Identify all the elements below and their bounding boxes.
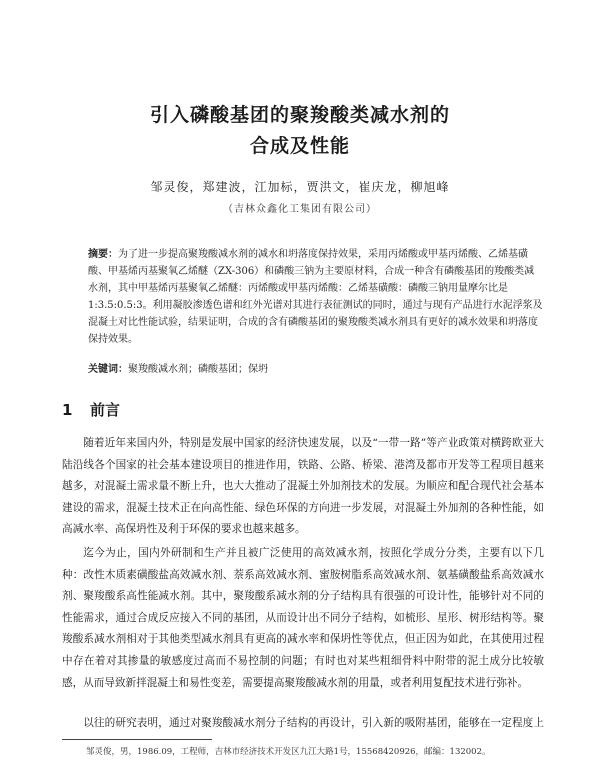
abstract-label: 摘要： bbox=[88, 249, 118, 260]
paper-title-line-1: 引入磷酸基团的聚羧酸类减水剂的 bbox=[149, 104, 450, 126]
abstract-text: 为了进一步提高聚羧酸减水剂的减水和坍落度保持效果，采用丙烯酸或甲基丙烯酸、乙烯基磺酸、甲基烯丙基聚氧乙烯醚（ZX-306）和磷酸三钠为主要原材料，合成一种含有磷酸基团的羧酸类减水剂，其中甲基烯丙基聚氧乙烯醚：丙烯酸或甲基丙烯酸：乙烯基磺酸：磷酸三钠用量摩尔比是1:3.5:0.5:3。利用凝胶渗透色谱和红外光谱对其进行表征测试的同时，通过与现有产品进行水泥浮浆及混凝土对比性能试验，结果证明，合成的含有磷酸基团的聚羧酸类减水剂具有更好的减水效果和坍落度保持效果。 bbox=[88, 249, 543, 345]
section-number: 1 bbox=[62, 401, 73, 419]
keywords-text: 聚羧酸减水剂；磷酸基团；保坍 bbox=[128, 364, 268, 375]
section-title: 前言 bbox=[90, 401, 121, 419]
body-paragraph-1 bbox=[62, 433, 544, 541]
paper-title-line-2: 合成及性能 bbox=[249, 135, 350, 157]
footnote: 邹灵俊，男，1986.09，工程师，吉林市经济技术开发区九江大路1号，15568420926，邮编：132002。 bbox=[86, 747, 491, 757]
keywords bbox=[88, 360, 544, 375]
paragraph-text: 随着近年来国内外，特别是发展中国家的经济快速发展，以及“一带一路”等产业政策对横跨欧亚大陆沿线各个国家的社会基本建设项目的推进作用，铁路、公路、桥梁、港湾及都市开发等工程项目越来越多，对混凝土需求量不断上升，也大大推动了混凝土外加剂技术的发展。为顺应和配合现代社会基本建设的需求，混凝土技术正在向高性能、绿色环保的方向进一步发展，对混凝土外加剂的各种性能，如高减水率、高保坍性及利于环保的要求也越来越多。 bbox=[62, 437, 544, 536]
body-paragraph-2 bbox=[62, 543, 544, 694]
paragraph-text: 迄今为止，国内外研制和生产并且被广泛使用的高效减水剂，按照化学成分分类，主要有以下几种：改性木质素磺酸盐高效减水剂、萘系高效减水剂、蜜胺树脂系高效减水剂、氨基磺酸盐系高效减水剂、聚羧酸系高性能减水剂。其中，聚羧酸系减水剂的分子结构具有很强的可设计性，能够针对不同的性能需求，通过合成反应接入不同的基团，从而设计出不同分子结构，如梳形、星形、树形结构等。聚羧酸系减水剂相对于其他类型减水剂具有更高的减水率和保坍性等优点，但正因为如此，在其使用过程中存在着对其掺量的敏感度过高而不易控制的问题；有时也对某些粗细骨料中附带的泥土成分比较敏感，从而导致新拌混凝土和易性变差，需要提高聚羧酸减水剂的用量，或者利用复配技术进行弥补。 bbox=[62, 547, 544, 689]
keywords-label: 关键词： bbox=[88, 364, 128, 375]
affiliation: （吉林众鑫化工集团有限公司） bbox=[223, 204, 377, 215]
body-paragraph-3 bbox=[62, 713, 544, 735]
footnote-divider bbox=[62, 739, 212, 740]
section-heading bbox=[62, 399, 120, 420]
paragraph-text: 以往的研究表明，通过对聚羧酸减水剂分子结构的再设计，引入新的吸附基团，能够在一定程度上 bbox=[83, 717, 544, 729]
author-list: 邹灵俊，郑建波，江加标，贾洪文，崔庆龙，柳旭峰 bbox=[150, 180, 450, 194]
abstract bbox=[88, 246, 544, 348]
